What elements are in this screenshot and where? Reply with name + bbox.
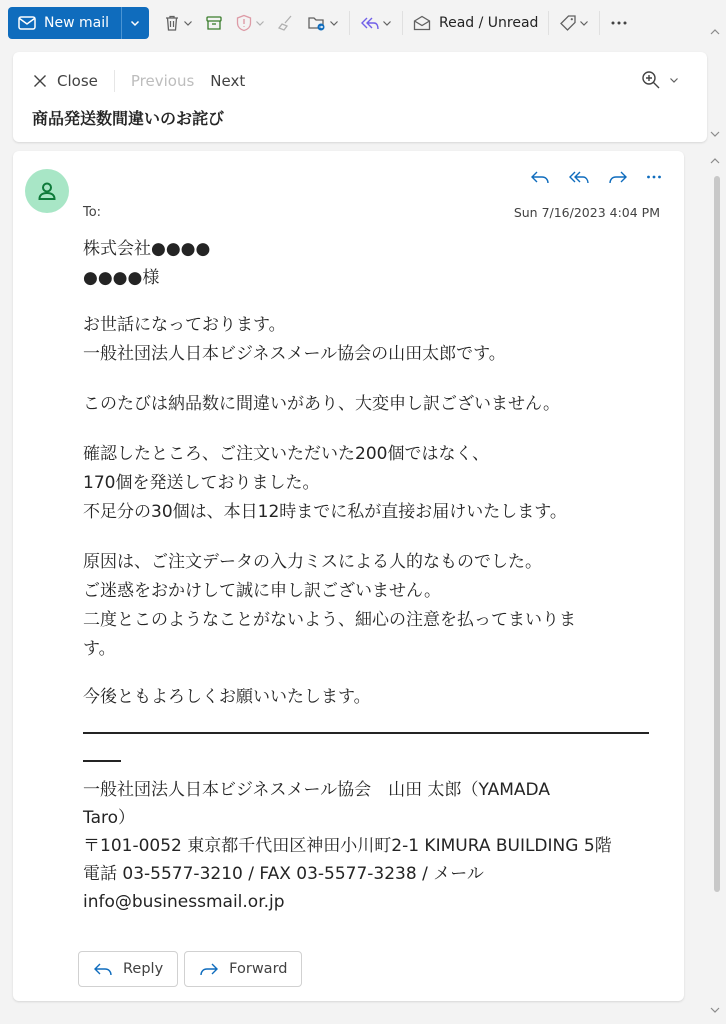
body-line: 二度とこのようなことがないよう、細心の注意を払ってまいりま [83, 610, 576, 630]
toolbar-divider [402, 11, 403, 35]
zoom-button[interactable] [641, 70, 679, 90]
body-line: ご迷惑をおかけして誠に申し訳ございません。 [83, 581, 442, 601]
read-unread-button[interactable] [407, 7, 544, 39]
message-actions [530, 169, 662, 185]
command-toolbar [0, 0, 726, 46]
close-button[interactable] [33, 72, 98, 90]
to-field[interactable]: To: [83, 205, 102, 220]
more-actions-button[interactable] [604, 7, 634, 39]
reply-icon [93, 961, 113, 977]
nav-divider [114, 70, 115, 92]
reply-all-icon[interactable] [568, 169, 590, 185]
toolbar-divider [599, 11, 600, 35]
chevron-down-icon [183, 18, 193, 28]
chevron-down-icon [130, 18, 140, 28]
report-button[interactable] [229, 7, 271, 39]
forward-button[interactable] [184, 951, 302, 987]
more-icon[interactable] [646, 174, 662, 180]
signature-line: 電話 03-5577-3210 / FAX 03-5577-3238 / メール [83, 864, 484, 884]
signature-line: 〒101-0052 東京都千代田区神田小川町2-1 KIMURA BUILDING 5階 [83, 836, 612, 856]
scroll-down-arrow[interactable] [710, 130, 720, 138]
archive-icon [205, 14, 223, 32]
body-line: 今後ともよろしくお願いいたします。 [83, 687, 371, 707]
more-icon [610, 20, 628, 26]
signature-line: 一般社団法人日本ビジネスメール協会 山田 太郎（YAMADA [83, 780, 550, 800]
tag-icon [559, 14, 577, 32]
new-mail-button[interactable] [8, 7, 121, 39]
signature-email[interactable]: info@businessmail.or.jp [83, 892, 285, 912]
reply-all-icon [360, 15, 380, 31]
body-line: 原因は、ご注文データの入力ミスによる人的なものでした。 [83, 552, 542, 572]
quick-reply-row [78, 951, 302, 987]
reply-all-toolbar-button[interactable] [354, 7, 398, 39]
close-icon [33, 74, 47, 88]
mail-icon [18, 16, 36, 30]
reading-header [13, 52, 707, 142]
reading-nav [13, 68, 245, 94]
scrollbar-thumb[interactable] [714, 176, 720, 892]
delete-button[interactable] [157, 7, 199, 39]
body-line: 不足分の30個は、本日12時までに私が直接お届けいたします。 [83, 502, 567, 522]
signature-divider-wrap [83, 760, 121, 762]
move-to-button[interactable] [301, 7, 345, 39]
scroll-down-arrow[interactable] [710, 1006, 720, 1014]
new-mail-dropdown[interactable] [121, 7, 149, 39]
toolbar-divider [548, 11, 549, 35]
new-mail-label: New mail [44, 15, 109, 31]
body-line: 確認したところ、ご注文いただいた200個ではなく、 [83, 444, 490, 464]
chevron-down-icon [579, 18, 589, 28]
signature-divider [83, 732, 649, 734]
read-unread-icon [413, 15, 431, 31]
new-mail-split-button [8, 7, 149, 39]
scroll-up-arrow[interactable] [710, 28, 720, 36]
move-icon [307, 14, 327, 32]
body-line: 一般社団法人日本ビジネスメール協会の山田太郎です。 [83, 344, 506, 364]
message-body [83, 235, 663, 916]
zoom-in-icon [641, 70, 661, 90]
sweep-button[interactable] [271, 7, 301, 39]
body-line: す。 [83, 639, 116, 659]
reply-label: Reply [123, 961, 164, 977]
signature-line: Taro） [83, 808, 136, 828]
body-line: ●●●●様 [83, 268, 160, 288]
previous-button[interactable]: Previous [130, 72, 195, 90]
next-button[interactable]: Next [210, 72, 246, 90]
body-line: このたびは納品数に間違いがあり、大変申し訳ございません。 [83, 394, 561, 414]
report-icon [235, 14, 253, 32]
sweep-icon [277, 14, 295, 32]
body-line: 株式会社●●●● [83, 239, 211, 259]
body-line: お世話になっております。 [83, 315, 286, 335]
message-card [13, 151, 684, 1001]
message-subject: 商品発送数間違いのお詫び [32, 109, 225, 128]
close-label: Close [57, 72, 98, 90]
body-line: 170個を発送しておりました。 [83, 473, 320, 493]
scroll-up-arrow[interactable] [710, 157, 720, 165]
signature-block [83, 776, 663, 916]
chevron-down-icon [382, 18, 392, 28]
person-icon [36, 180, 58, 202]
reply-button[interactable] [78, 951, 178, 987]
delete-icon [163, 14, 181, 32]
archive-button[interactable] [199, 7, 229, 39]
chevron-down-icon [669, 75, 679, 85]
message-date: Sun 7/16/2023 4:04 PM [513, 205, 660, 220]
toolbar-divider [349, 11, 350, 35]
chevron-down-icon [329, 18, 339, 28]
forward-label: Forward [229, 961, 288, 977]
categorize-button[interactable] [553, 7, 595, 39]
forward-icon [199, 961, 219, 977]
read-unread-label: Read / Unread [438, 15, 539, 31]
forward-icon[interactable] [608, 169, 628, 185]
chevron-down-icon [255, 18, 265, 28]
avatar[interactable] [25, 169, 69, 213]
reply-icon[interactable] [530, 169, 550, 185]
